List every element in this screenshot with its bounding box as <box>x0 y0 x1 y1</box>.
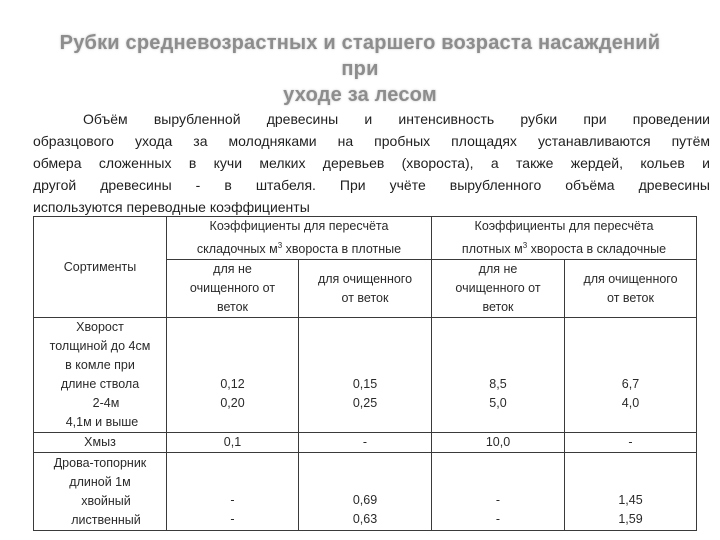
intro-line-5: используются переводные коэффициенты <box>33 199 310 215</box>
intro-line-2: образцового ухода за молодняками на пробных площадях устанавливаются путём <box>33 133 710 149</box>
cell-drova-c1: - - <box>167 453 299 531</box>
subheader-cleaned-2: для очищенного от веток <box>565 260 697 318</box>
row-khmyz-label: Хмыз <box>34 433 167 453</box>
cell-drova-c4: 1,45 1,59 <box>565 453 697 531</box>
cell-khvorost-c3: 8,5 5,0 <box>432 318 565 433</box>
title-line-2: уходе за лесом <box>283 84 437 106</box>
table-row <box>34 318 697 433</box>
header-group-stacked: Коэффициенты для пересчёта плотных $м^3$ хвороста в складочные <box>432 217 697 260</box>
row-khvorost-label: Хворост толщиной до 4см в комле при длине ствола 2-4м 4,1м и выше <box>34 318 167 433</box>
cell-khvorost-c2: 0,15 0,25 <box>299 318 432 433</box>
table-row <box>34 453 697 531</box>
cell-khmyz-c1: 0,1 <box>167 433 299 453</box>
cell-khmyz-c2: - <box>299 433 432 453</box>
subheader-not-cleaned-1: для не очищенного от веток <box>167 260 299 318</box>
header-group-dense: Коэффициенты для пересчёта складочных $м^3$ хвороста в плотные <box>167 217 432 260</box>
table-row <box>34 433 697 453</box>
cell-drova-c3: - - <box>432 453 565 531</box>
intro-line-3: обмера сложенных в кучи мелких деревьев (хвороста), а также жердей, кольев и <box>33 155 710 171</box>
intro-line-1: Объём вырубленной древесины и интенсивность рубки при проведении <box>83 111 710 127</box>
header-sortiment: Сортименты <box>34 217 167 318</box>
intro-line-4: другой древесины - в штабеля. При учёте вырубленного объёма древесины <box>33 177 710 193</box>
subheader-cleaned-1: для очищенного от веток <box>299 260 432 318</box>
slide-title <box>40 30 680 108</box>
cell-drova-c2: 0,69 0,63 <box>299 453 432 531</box>
title-line-1: Рубки средневозрастных и старшего возраста насаждений при <box>59 32 661 80</box>
cell-khvorost-c4: 6,7 4,0 <box>565 318 697 433</box>
cell-khmyz-c3: 10,0 <box>432 433 565 453</box>
cell-khmyz-c4: - <box>565 433 697 453</box>
intro-paragraph <box>33 108 710 218</box>
row-drova-label: Дрова-топорник длиной 1м хвойный лиственный <box>34 453 167 531</box>
subheader-not-cleaned-2: для не очищенного от веток <box>432 260 565 318</box>
cell-khvorost-c1: 0,12 0,20 <box>167 318 299 433</box>
coefficients-table <box>33 216 697 531</box>
